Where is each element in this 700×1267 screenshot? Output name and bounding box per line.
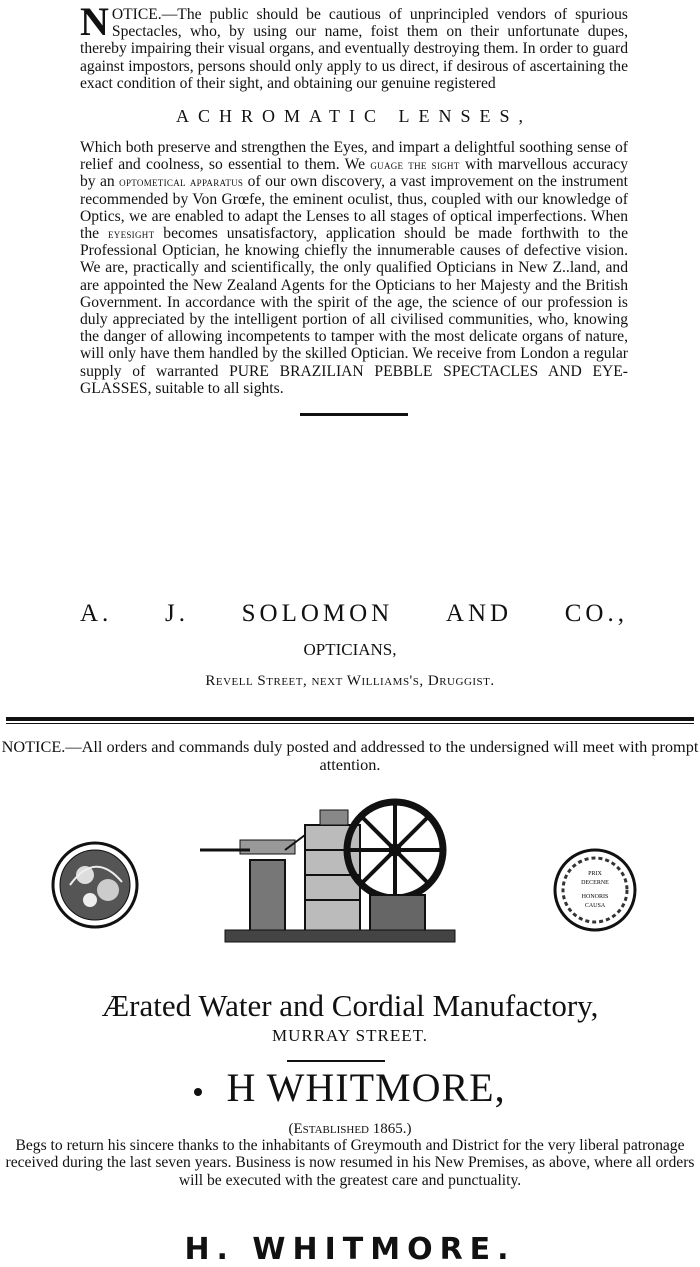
manufactory-title: Ærated Water and Cordial Manufactory, — [101, 988, 599, 1023]
advert-separator-thin — [6, 723, 694, 724]
firm-word: SOLOMON — [241, 600, 394, 627]
proprietor-name-text: H WHITMORE, — [226, 1065, 506, 1110]
machinery-icon — [200, 802, 455, 942]
achromatic-lenses-heading: ACHROMATIC LENSES, — [175, 106, 533, 127]
medal-text: PRIX — [588, 871, 602, 877]
small-caps-text: eyesight — [107, 226, 155, 242]
small-caps-text: optometical apparatus — [119, 174, 244, 190]
short-divider — [300, 413, 408, 416]
established-line: (Established 1865.) — [288, 1121, 412, 1137]
solomon-advertisement — [80, 0, 629, 416]
right-medal-icon — [555, 850, 635, 930]
orders-notice: NOTICE.—All orders and commands duly posted and addressed to the undersigned will meet with prompt attention. — [1, 737, 699, 774]
thanks-paragraph: Begs to return his sincere thanks to the inhabitants of Greymouth and District for the very liberal patronage received during the last seven years. Business is now resumed in his New Premises, as above, where all orders will be executed with the greatest care and punctuality. — [5, 1137, 695, 1189]
medal-text: CAUSA — [584, 903, 606, 909]
firm-address: Revell Street, next Williams's, Druggist. — [205, 673, 495, 689]
bullet-icon — [194, 1088, 202, 1096]
medal-text: HONORIS — [581, 894, 609, 900]
firm-word: J. — [164, 600, 189, 627]
body-text: with marvellous accuracy by an — [80, 156, 628, 191]
proprietor-name — [0, 1064, 700, 1111]
firm-word: AND — [445, 600, 513, 627]
left-medal-icon — [53, 843, 137, 927]
small-caps-text: guage the sight — [370, 157, 460, 173]
factory-illustration — [50, 790, 650, 960]
body-text: becomes unsatisfactory, application should be made forthwith to the Professional Optician, he knowing chiefly the innumerable causes of defective vision. We are, practically and scientifically, the only qualified Opticians in New Z..land, and are appointed the New Zealand Agents for the Opticians to her Majesty and the British Government. In accordance with the spirit of the age, the science of our profession is duly appreciated by the intelligent portion of all civilised communities, who, knowing the danger of allowing incompetents to tamper with the most delicate organs of nature, will only have them handled by the skilled Optician. We receive from London a regular supply of warranted PURE BRAZILIAN PEBBLE SPECTACLES AND EYE-GLASSES, suitable to all sights. — [80, 225, 628, 397]
manufactory-street: MURRAY STREET. — [271, 1026, 428, 1045]
firm-subtitle: OPTICIANS, — [303, 640, 397, 659]
short-divider — [287, 1060, 385, 1062]
body-text: of our own discovery, a vast improvement on the instrument recommended by Von Grœfe, the eminent oculist, thus, coupled with our knowledge of Optics, we are enabled to adapt the Lenses to all stages of optical imperfections. When the — [80, 173, 629, 243]
advert-separator — [6, 717, 694, 721]
firm-word: A. — [80, 600, 113, 627]
drop-cap: N — [80, 0, 109, 44]
medal-text: DECERNE — [581, 880, 609, 886]
notice-text: OTICE.—The public should be cautious of unprincipled vendors of spurious Spectacles, who, by using our name, foist them on their unfortunate dupes, thereby impairing their visual organs, and eventually destroying them. In order to guard against impostors, persons should only apply to us direct, if desirous of ascertaining the exact condition of their sight, and obtaining our genuine registered — [80, 6, 628, 92]
firm-word: CO., — [564, 600, 628, 627]
body-text: Which both preserve and strengthen the Eyes, and impart a delightful soothing sense of relief and coolness, so essential to them. We — [80, 139, 628, 174]
signature-line: H. WHITMORE. — [184, 1232, 516, 1267]
lenses-paragraph — [80, 139, 628, 397]
firm-name — [80, 600, 628, 628]
notice-paragraph — [80, 0, 628, 92]
